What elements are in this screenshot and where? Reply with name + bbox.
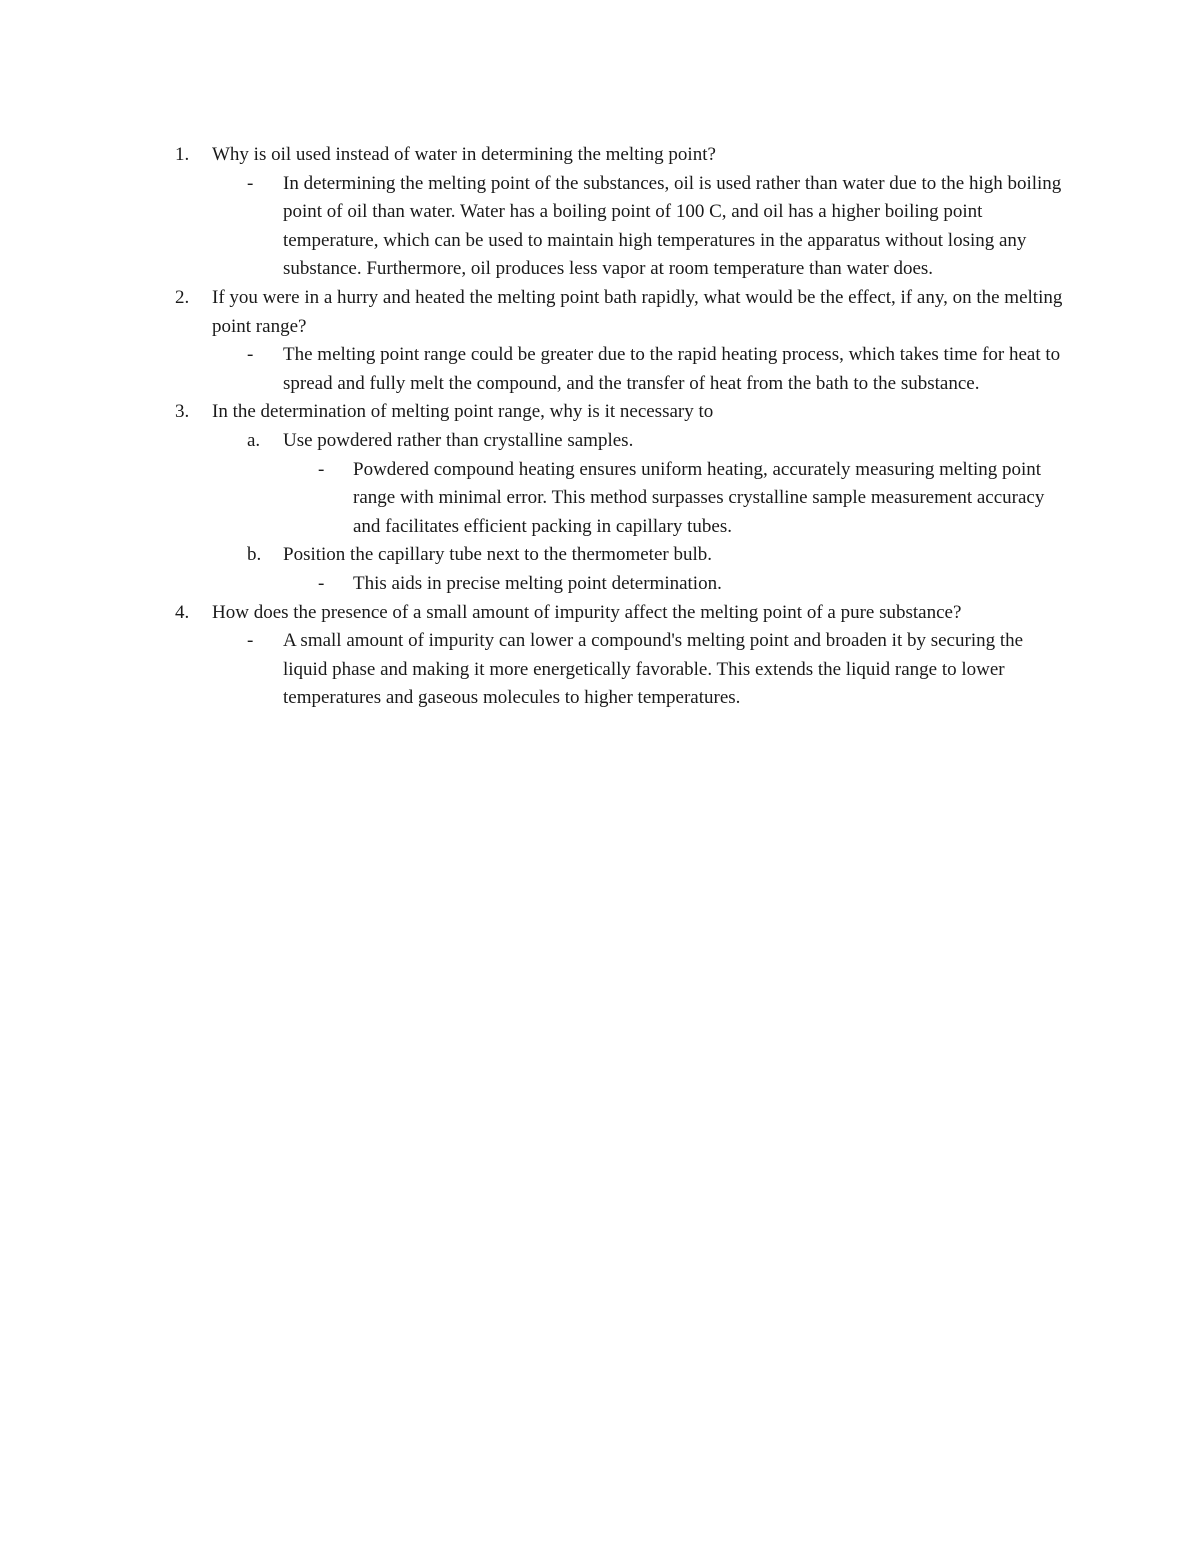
dash-bullet: -	[247, 172, 254, 194]
answer-text: In determining the melting point of the substances, oil is used rather than water due to the high boiling point of oil than water. Water has a boiling point of 100 C, and oil has a higher boiling point temperature, which can be used to maintain high temperatures in the apparatus without losing any substance. Furthermore, oil produces less vapor at room temperature than water does.	[283, 172, 1062, 280]
dash-bullet: -	[318, 572, 325, 594]
question-1	[172, 141, 1072, 170]
subitem-3a	[172, 427, 1072, 456]
question-number: 4.	[175, 601, 190, 623]
question-4	[172, 599, 1072, 628]
dash-bullet: -	[318, 458, 325, 480]
answer-text: A small amount of impurity can lower a compound's melting point and broaden it by securing the liquid phase and making it more energetically favorable. This extends the liquid range to lower temperatures and gaseous molecules to higher temperatures.	[283, 630, 1024, 709]
subitem-text: Use powdered rather than crystalline samples.	[283, 429, 634, 451]
question-text: If you were in a hurry and heated the melting point bath rapidly, what would be the effect, if any, on the melting point range?	[212, 286, 1063, 337]
answer-3b	[172, 570, 1072, 599]
question-number: 3.	[175, 401, 190, 423]
question-text: How does the presence of a small amount of impurity affect the melting point of a pure substance?	[212, 601, 962, 623]
question-number: 1.	[175, 144, 190, 165]
dash-bullet: -	[247, 344, 254, 366]
question-list	[172, 141, 1072, 713]
answer-1	[172, 170, 1072, 284]
question-text: Why is oil used instead of water in determining the melting point?	[212, 144, 716, 165]
question-text: In the determination of melting point range, why is it necessary to	[212, 401, 714, 423]
answer-4	[172, 627, 1072, 713]
question-3	[172, 398, 1072, 427]
answer-text: Powdered compound heating ensures uniform heating, accurately measuring melting point range with minimal error. This method surpasses crystalline sample measurement accuracy and facilitates efficient packing in capillary tubes.	[353, 458, 1045, 537]
answer-text: This aids in precise melting point determination.	[353, 572, 722, 594]
answer-2	[172, 341, 1072, 398]
question-2	[172, 284, 1072, 341]
subitem-3b	[172, 541, 1072, 570]
subitem-letter: b.	[247, 544, 262, 566]
subitem-text: Position the capillary tube next to the thermometer bulb.	[283, 544, 712, 566]
answer-3a	[172, 456, 1072, 542]
answer-text: The melting point range could be greater due to the rapid heating process, which takes time for heat to spread and fully melt the compound, and the transfer of heat from the bath to the substance.	[283, 344, 1061, 394]
dash-bullet: -	[247, 630, 254, 652]
question-number: 2.	[175, 286, 190, 308]
subitem-letter: a.	[247, 429, 261, 451]
